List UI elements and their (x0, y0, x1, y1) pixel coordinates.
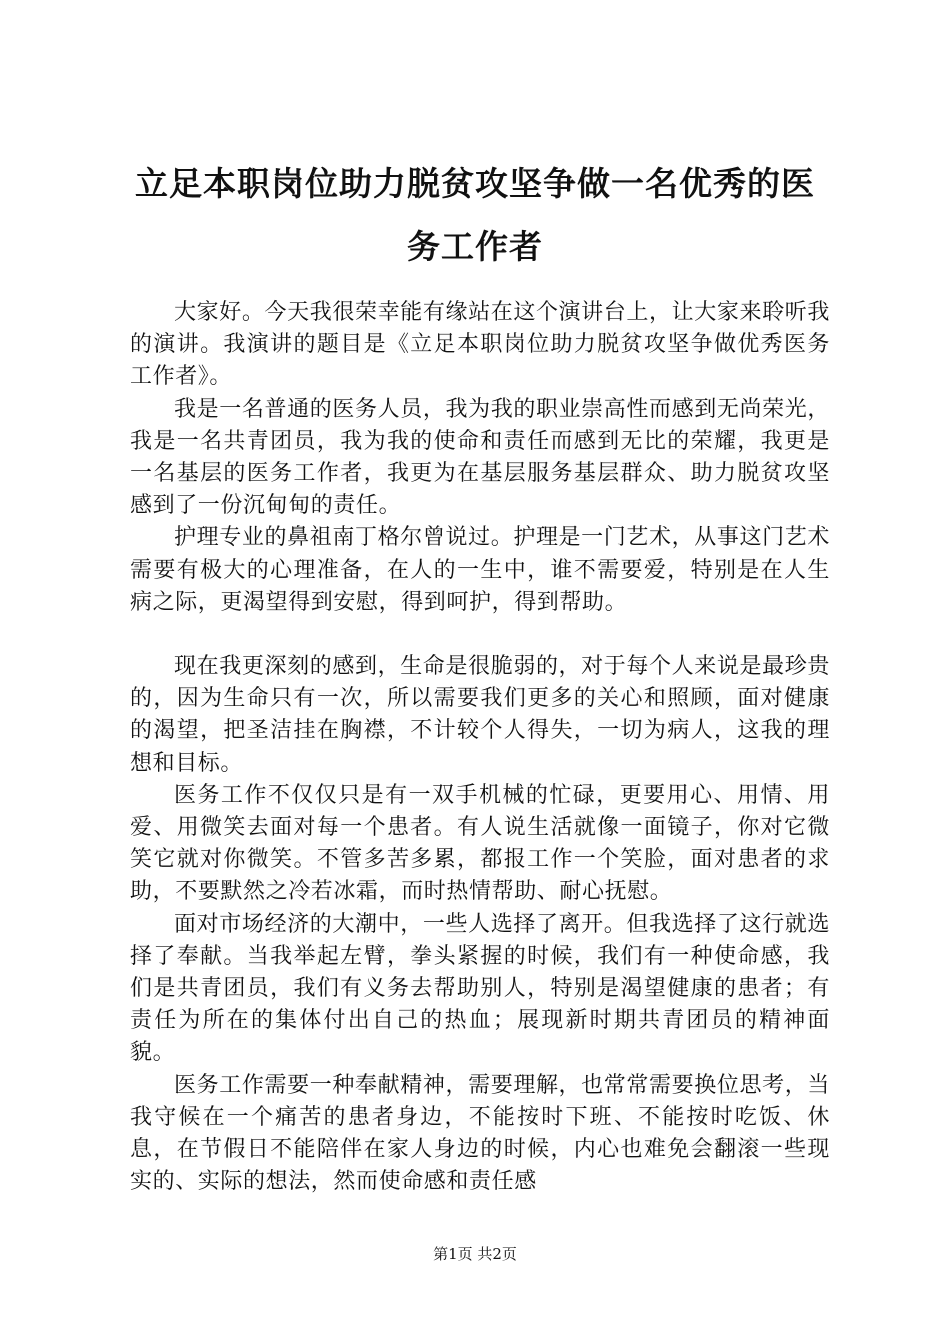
paragraph-greeting: 大家好。今天我很荣幸能有缘站在这个演讲台上，让大家来聆听我的演讲。我演讲的题目是《立足本职岗位助力脱贫攻坚争做优秀医务工作者》。 (130, 300, 830, 390)
paragraph-empathy: 医务工作需要一种奉献精神，需要理解，也常常需要换位思考，当我守候在一个痛苦的患者身边，不能按时下班、不能按时吃饭、休息，在节假日不能陪伴在家人身边的时候，内心也难免会翻滚一些现实的、实际的想法，然而使命感和责任感 (130, 1072, 830, 1195)
title-line-2: 务工作者 (407, 227, 543, 266)
document-body (130, 297, 830, 1198)
document-title (110, 152, 840, 278)
paragraph-dedication: 面对市场经济的大潮中，一些人选择了离开。但我选择了这行就选择了奉献。当我举起左臂，拳头紧握的时候，我们有一种使命感，我们是共青团员，我们有义务去帮助别人，特别是渴望健康的患者；有责任为所在的集体付出自己的热血；展现新时期共青团员的精神面貌。 (130, 911, 830, 1066)
paragraph-smile: 医务工作不仅仅只是有一双手机械的忙碌，更要用心、用情、用爱、用微笑去面对每一个患者。有人说生活就像一面镜子，你对它微笑它就对你微笑。不管多苦多累，都报工作一个笑脸，面对患者的求助，不要默然之冷若冰霜，而时热情帮助、耐心抚慰。 (130, 782, 830, 905)
title-line-1: 立足本职岗位助力脱贫攻坚争做一名优秀的医 (135, 164, 815, 203)
paragraph-life: 现在我更深刻的感到，生命是很脆弱的，对于每个人来说是最珍贵的，因为生命只有一次，所以需要我们更多的关心和照顾，面对健康的渴望，把圣洁挂在胸襟，不计较个人得失，一切为病人，这我的理想和目标。 (130, 654, 830, 776)
paragraph-nightingale: 护理专业的鼻祖南丁格尔曾说过。护理是一门艺术，从事这门艺术需要有极大的心理准备，在人的一生中，谁不需要爱，特别是在人生病之际，更渴望得到安慰，得到呵护，得到帮助。 (130, 525, 830, 615)
page-number-footer: 第1页 共2页 (433, 1245, 517, 1263)
paragraph-identity: 我是一名普通的医务人员，我为我的职业崇高性而感到无尚荣光，我是一名共青团员，我为我的使命和责任而感到无比的荣耀，我更是一名基层的医务工作者，我更为在基层服务基层群众、助力脱贫攻坚感到了一份沉甸甸的责任。 (130, 396, 830, 519)
